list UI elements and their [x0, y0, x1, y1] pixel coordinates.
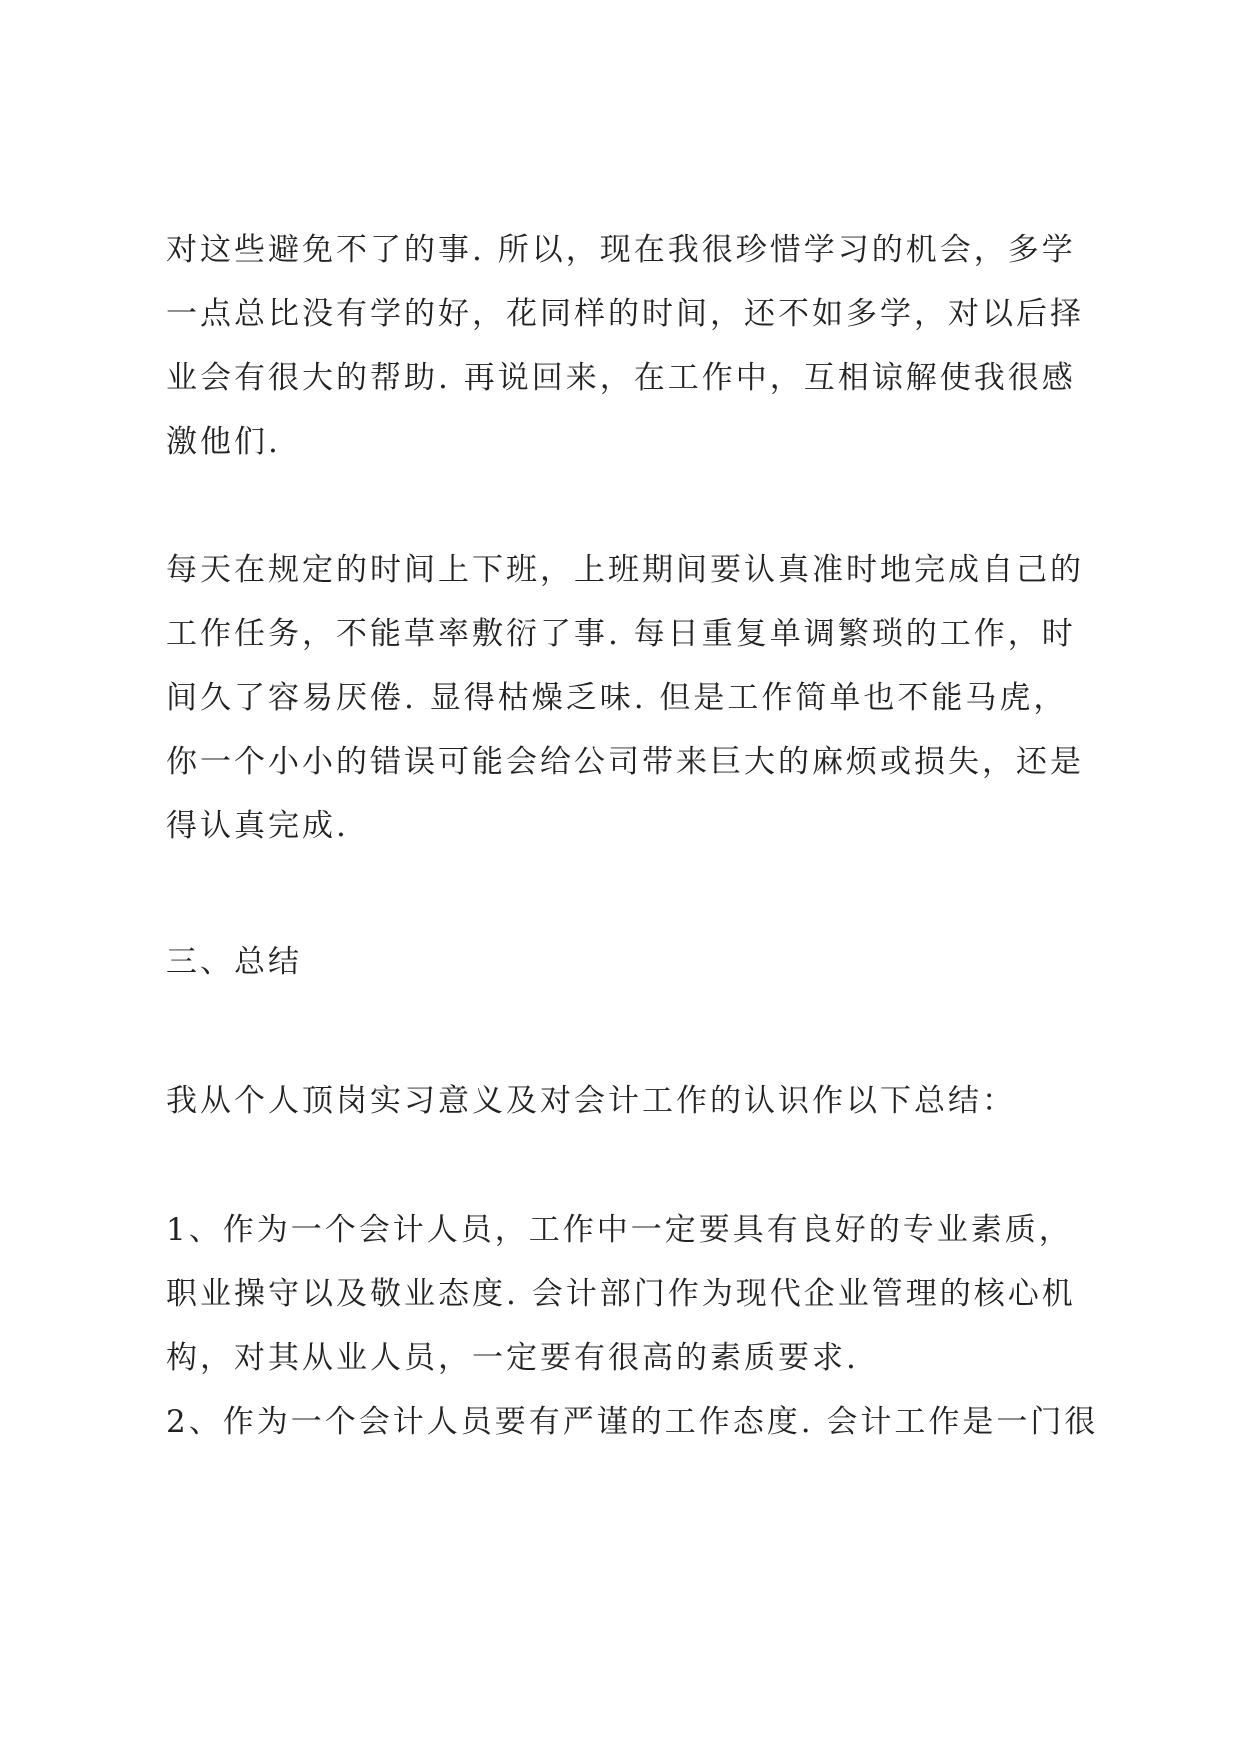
- paragraph-summary-intro: 我从个人顶岗实习意义及对会计工作的认识作以下总结：: [166, 1083, 1016, 1119]
- paragraph-daily-work: 每天在规定的时间上下班，上班期间要认真准时地完成自己的工作任务，不能草率敷衍了事. 每日重复单调繁琐的工作，时间久了容易厌倦. 显得枯燥乏味. 但是工作简单也不能马虎，你一个小小的错误可能会给公司带来巨大的麻烦或损失，还是得认真完成.: [166, 552, 1084, 844]
- paragraph-point-1: 1、作为一个会计人员，工作中一定要具有良好的专业素质，职业操守以及敬业态度. 会计部门作为现代企业管理的核心机构，对其从业人员，一定要有很高的素质要求.: [166, 1212, 1076, 1376]
- section-heading-summary: 三、总结: [166, 944, 302, 980]
- paragraph-gratitude: 对这些避免不了的事. 所以，现在我很珍惜学习的机会，多学一点总比没有学的好，花同样的时间，还不如多学，对以后择业会有很大的帮助. 再说回来，在工作中，互相谅解使我很感激他们.: [166, 232, 1084, 460]
- paragraph-point-2: 2、作为一个会计人员要有严谨的工作态度. 会计工作是一门很: [166, 1404, 1099, 1440]
